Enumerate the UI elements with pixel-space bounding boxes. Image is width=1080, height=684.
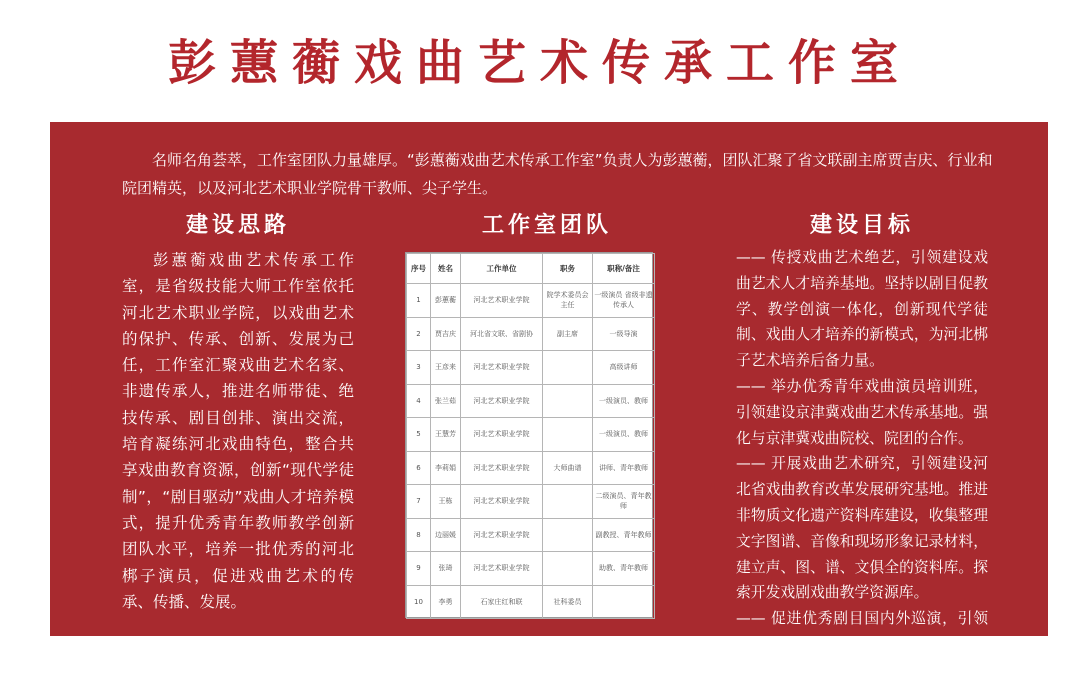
- cell-title-note: 一级演员、教师: [593, 418, 655, 452]
- header-position: 职务: [543, 254, 593, 284]
- cell-title-note: 一级导演: [593, 317, 655, 351]
- goal-paragraph: —— 举办优秀青年戏曲演员培训班，引领建设京津冀戏曲艺术传承基地。强化与京津冀戏曲院校、院团的合作。: [736, 377, 988, 447]
- table-row: [407, 552, 655, 586]
- table-row: [407, 485, 655, 519]
- header-index: 序号: [407, 254, 431, 284]
- table-row: [407, 585, 655, 619]
- cell-name: 王慧芳: [431, 418, 461, 452]
- cell-index: 7: [407, 485, 431, 519]
- cell-name: 边丽媛: [431, 518, 461, 552]
- cell-unit: 河北艺术职业学院: [461, 518, 543, 552]
- cell-title-note: 副教授、青年教师: [593, 518, 655, 552]
- cell-index: 8: [407, 518, 431, 552]
- studio-team-heading: 工作室团队: [482, 212, 613, 238]
- cell-title-note: 二级演员、青年教师: [593, 485, 655, 519]
- cell-position: [543, 418, 593, 452]
- construction-idea-text: 彭蕙蘅戏曲艺术传承工作室，是省级技能大师工作室依托河北艺术职业学院，以戏曲艺术的保护、传承、创新、发展为己任，工作室汇聚戏曲艺术名家、非遗传承人，推进名师带徒、绝技传承、剧目创排、演出交流，培育凝练河北戏曲特色，整合共享戏曲教育资源，创新“现代学徒制”，“剧目驱动”戏曲人才培养模式，提升优秀青年教师教学创新团队水平，培养一批优秀的河北梆子演员，促进戏曲艺术的传承、传播、发展。: [122, 251, 354, 611]
- goal-paragraph: —— 传授戏曲艺术绝艺，引领建设戏曲艺术人才培养基地。坚持以剧目促教学、教学创演一体化，创新现代学徒制、戏曲人才培养的新模式，为河北梆子艺术培养后备力量。: [736, 249, 988, 370]
- cell-unit: 石家庄红和联: [461, 585, 543, 619]
- table-row: [407, 351, 655, 385]
- cell-position: [543, 351, 593, 385]
- cell-index: 1: [407, 284, 431, 318]
- cell-unit: 河北艺术职业学院: [461, 552, 543, 586]
- goal-paragraph: —— 促进优秀剧目国内外巡演，引领建设戏曲艺术传统和现代精品戏传播基地。: [736, 610, 988, 679]
- cell-index: 9: [407, 552, 431, 586]
- cell-index: 4: [407, 384, 431, 418]
- cell-name: 李莉娟: [431, 451, 461, 485]
- cell-position: [543, 552, 593, 586]
- cell-position: [543, 485, 593, 519]
- cell-name: 李勇: [431, 585, 461, 619]
- cell-name: 王栋: [431, 485, 461, 519]
- table-row: [407, 317, 655, 351]
- header-name: 姓名: [431, 254, 461, 284]
- cell-name: 张琦: [431, 552, 461, 586]
- construction-goal-text: [736, 245, 988, 684]
- cell-position: [543, 518, 593, 552]
- table-row: [407, 384, 655, 418]
- table-row: [407, 451, 655, 485]
- cell-index: 2: [407, 317, 431, 351]
- cell-index: 6: [407, 451, 431, 485]
- cell-position: [543, 384, 593, 418]
- cell-title-note: 一级演员、教师: [593, 384, 655, 418]
- cell-index: 10: [407, 585, 431, 619]
- cell-position: 社科委员: [543, 585, 593, 619]
- construction-goal-heading: 建设目标: [810, 212, 915, 238]
- header-title-note: 职称/备注: [593, 254, 655, 284]
- cell-position: 大师曲谱: [543, 451, 593, 485]
- cell-name: 贾吉庆: [431, 317, 461, 351]
- cell-unit: 河北艺术职业学院: [461, 384, 543, 418]
- cell-title-note: 高级讲师: [593, 351, 655, 385]
- header-unit: 工作单位: [461, 254, 543, 284]
- cell-position: 院学术委员会主任: [543, 284, 593, 318]
- cell-title-note: 一级演员 省级非遗传承人: [593, 284, 655, 318]
- intro-paragraph: 名师名角荟萃，工作室团队力量雄厚。“彭蕙蘅戏曲艺术传承工作室”负责人为彭蕙蘅，团队汇聚了省文联副主席贾吉庆、行业和院团精英，以及河北艺术职业学院骨干教师、尖子学生。: [122, 151, 993, 197]
- cell-unit: 河北艺术职业学院: [461, 284, 543, 318]
- cell-name: 彭蕙蘅: [431, 284, 461, 318]
- cell-title-note: [593, 585, 655, 619]
- team-table: [405, 252, 653, 618]
- table-row: [407, 284, 655, 318]
- cell-position: 副主席: [543, 317, 593, 351]
- construction-idea-heading: 建设思路: [186, 212, 291, 238]
- cell-name: 张兰茹: [431, 384, 461, 418]
- cell-unit: 河北艺术职业学院: [461, 451, 543, 485]
- cell-unit: 河北艺术职业学院: [461, 418, 543, 452]
- cell-unit: 河北省文联、省剧协: [461, 317, 543, 351]
- cell-unit: 河北艺术职业学院: [461, 485, 543, 519]
- table-row: [407, 418, 655, 452]
- cell-title-note: 助教、青年教师: [593, 552, 655, 586]
- cell-index: 3: [407, 351, 431, 385]
- table-row: [407, 518, 655, 552]
- page-title: 彭蕙蘅戏曲艺术传承工作室: [167, 35, 912, 91]
- goal-paragraph: —— 开展戏曲艺术研究，引领建设河北省戏曲教育改革发展研究基地。推进非物质文化遗产资料库建设，收集整理文字图谱、音像和现场形象记录材料，建立声、图、谱、文俱全的资料库。探索开发戏剧戏曲教学资源库。: [736, 455, 988, 602]
- cell-unit: 河北艺术职业学院: [461, 351, 543, 385]
- cell-name: 王彦来: [431, 351, 461, 385]
- table-header-row: [407, 254, 655, 284]
- cell-title-note: 讲师、青年教师: [593, 451, 655, 485]
- cell-index: 5: [407, 418, 431, 452]
